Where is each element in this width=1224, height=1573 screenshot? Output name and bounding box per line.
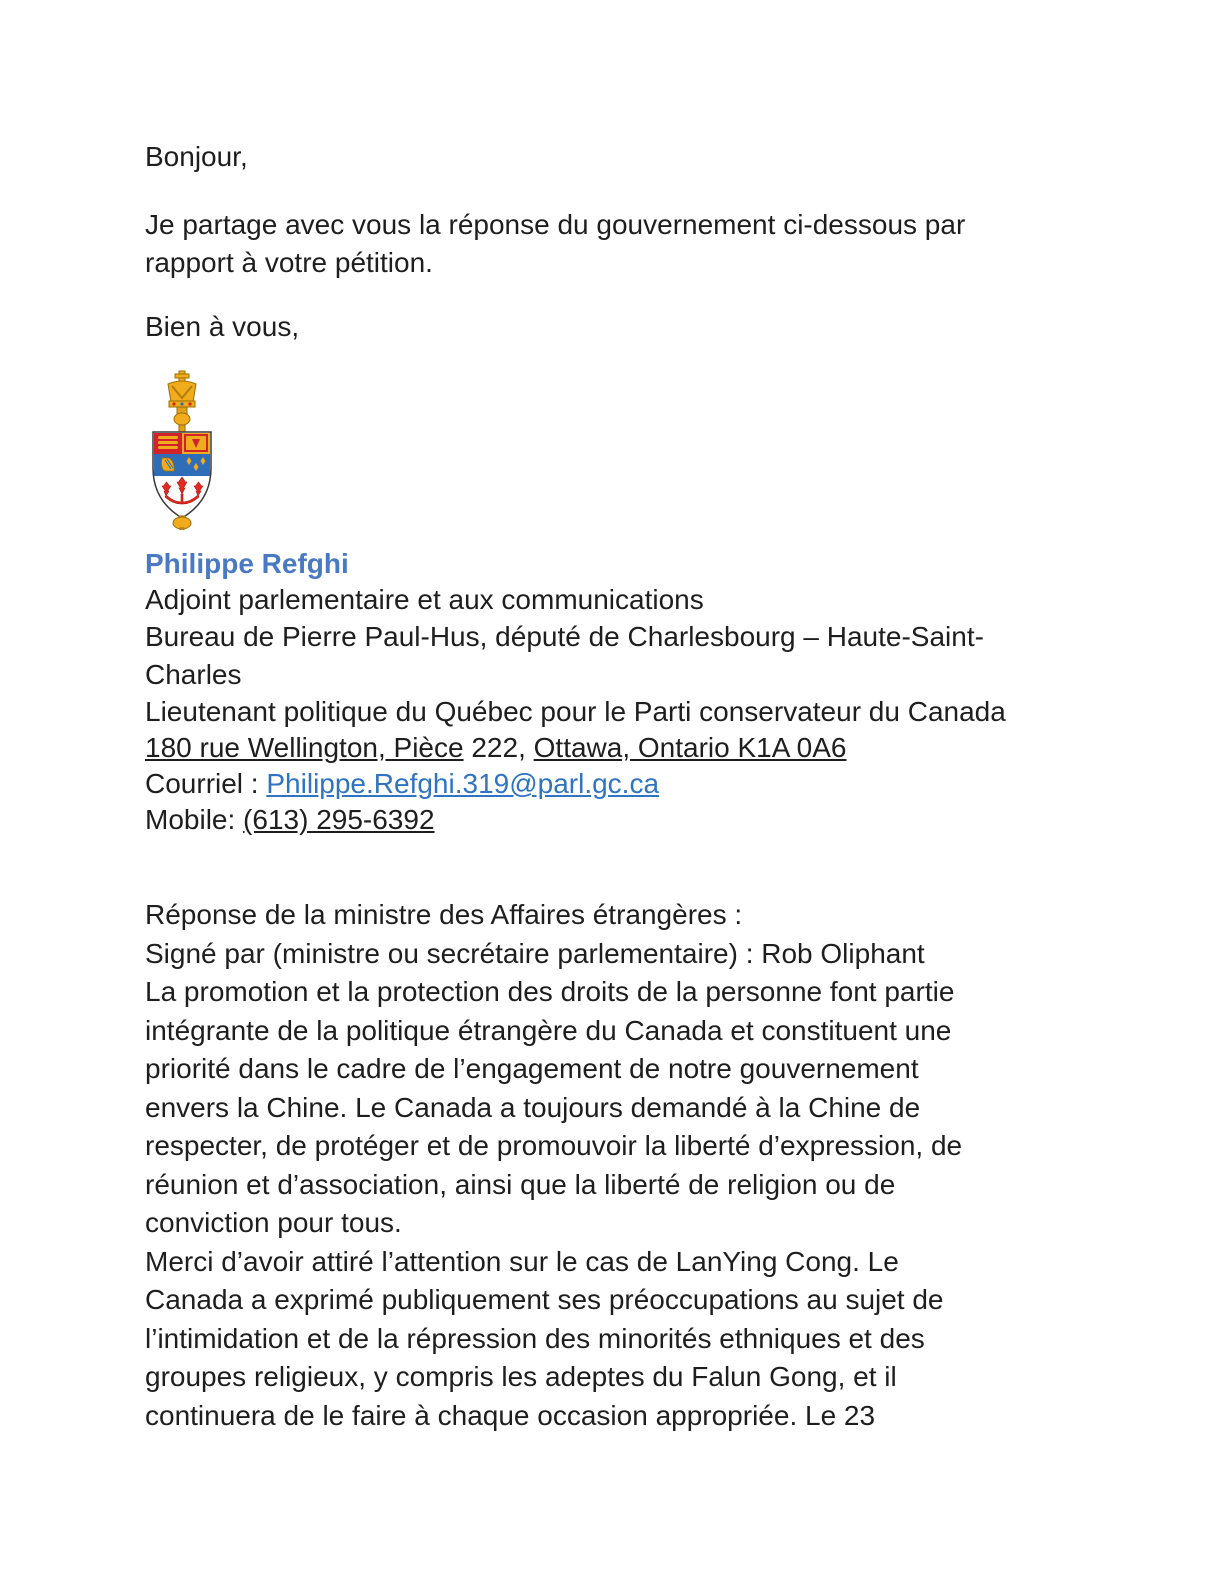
- text-line: réunion et d’association, ainsi que la liberté de religion ou de: [145, 1168, 896, 1200]
- text-line: Canada a exprimé publiquement ses préoccupations au sujet de: [145, 1284, 944, 1315]
- coat-of-arms-icon: [150, 370, 214, 530]
- text-line: Bureau de Pierre Paul-Hus, député de Charlesbourg – Haute-Saint-: [145, 621, 984, 652]
- text-line: intégrante de la politique étrangère du Canada et constituent une: [145, 1014, 952, 1046]
- text-line: groupes religieux, y compris les adeptes du Falun Gong, et il: [145, 1361, 897, 1392]
- blank-section: [145, 838, 1104, 896]
- text-line: La promotion et la protection des droits de la personne font partie: [145, 976, 955, 1007]
- text-line: priorité dans le cadre de l’engagement de notre gouvernement: [145, 1053, 919, 1084]
- signature-mobile-line: [145, 802, 1104, 838]
- signature-name: Philippe Refghi: [145, 548, 349, 579]
- text-line: Charles: [145, 659, 242, 690]
- signature-office: [145, 618, 1104, 694]
- blank-line: [145, 282, 1104, 308]
- mobile-label: Mobile:: [145, 804, 244, 835]
- phone-link[interactable]: (613) 295-6392: [243, 804, 435, 835]
- greeting: Bonjour,: [145, 141, 248, 172]
- signature-block: [145, 546, 1104, 838]
- text-line: rapport à votre pétition.: [145, 247, 433, 278]
- closing-salutation: Bien à vous,: [145, 311, 300, 342]
- email-link[interactable]: Philippe.Refghi.319@parl.gc.ca: [266, 768, 660, 799]
- signature-title: Adjoint parlementaire et aux communications: [145, 584, 704, 615]
- signature-email-line: [145, 766, 1104, 802]
- address-street-link[interactable]: 180 rue Wellington, Pièce: [145, 732, 464, 763]
- text-line: respecter, de protéger et de promouvoir la liberté d’expression, de: [145, 1130, 963, 1161]
- address-city-link[interactable]: Ottawa, Ontario K1A 0A6: [533, 732, 847, 763]
- email-label: Courriel :: [145, 768, 267, 799]
- text-line: conviction pour tous.: [145, 1207, 402, 1238]
- text-line: Signé par (ministre ou secrétaire parlementaire) : Rob Oliphant: [145, 937, 925, 969]
- address-suite: 222,: [463, 732, 534, 763]
- text-line: envers la Chine. Le Canada a toujours demandé à la Chine de: [145, 1091, 921, 1123]
- text-line: Réponse de la ministre des Affaires étrangères :: [145, 899, 743, 930]
- text-line: l’intimidation et de la répression des minorités ethniques et des: [145, 1322, 925, 1354]
- intro-paragraph: [145, 206, 1104, 282]
- blank-line: [145, 176, 1104, 206]
- signature-role: Lieutenant politique du Québec pour le Parti conservateur du Canada: [145, 696, 1006, 727]
- text-line: continuera de le faire à chaque occasion appropriée. Le 23: [145, 1399, 876, 1431]
- text-line: Merci d’avoir attiré l’attention sur le cas de LanYing Cong. Le: [145, 1245, 899, 1277]
- government-response: [145, 896, 1104, 1435]
- signature-address: [145, 730, 1104, 766]
- text-line: Je partage avec vous la réponse du gouvernement ci-dessous par: [145, 209, 966, 240]
